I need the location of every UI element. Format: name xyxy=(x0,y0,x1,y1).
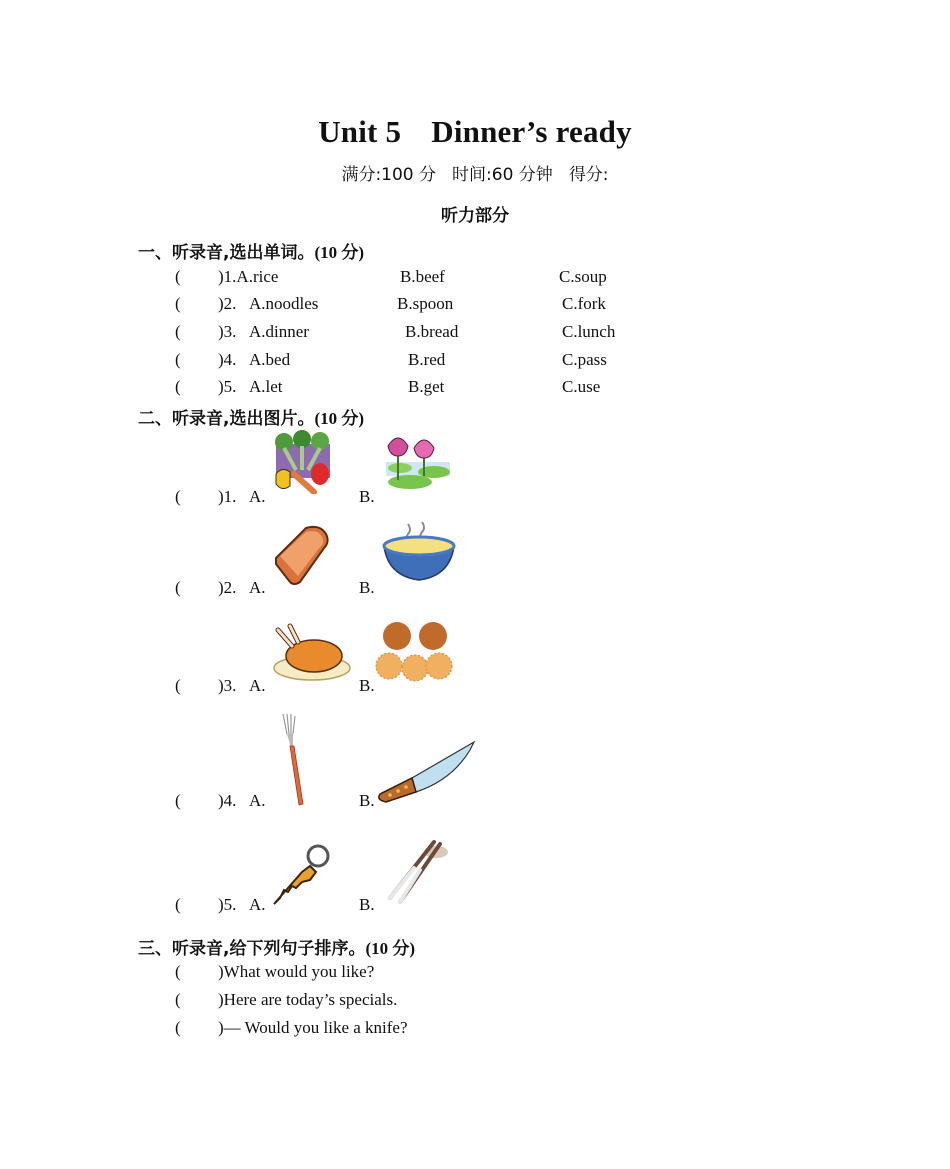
full-score: 满分:100 分 xyxy=(341,165,437,185)
fork-icon[interactable] xyxy=(275,712,315,808)
s1-q4-option-a: A.bed xyxy=(249,350,291,369)
s2-q4-label-b: B. xyxy=(359,791,375,810)
s1-q5-option-c: C.use xyxy=(562,377,601,396)
s1-q1-option-b: B.beef xyxy=(400,267,445,286)
s1-q1-option-a: A.rice xyxy=(236,267,279,286)
s1-q4-number: )4. xyxy=(218,350,237,369)
s2-q4-number: )4. xyxy=(218,791,237,810)
s2-q2-number: )2. xyxy=(218,578,237,597)
chopsticks-icon[interactable] xyxy=(380,838,452,904)
s1-q2-option-c: C.fork xyxy=(562,294,606,313)
bread-slice-icon[interactable] xyxy=(270,522,342,590)
listening-subheading: 听力部分 xyxy=(441,206,509,226)
s2-q1-label-a: A. xyxy=(249,487,266,506)
title-unit: Unit 5 xyxy=(318,114,402,149)
s3-s1-answer-paren[interactable]: ( xyxy=(175,962,181,981)
knife-icon[interactable] xyxy=(376,738,478,804)
s2-q1-answer-paren[interactable]: ( xyxy=(175,487,181,506)
s3-sentence-2: )Here are today’s specials. xyxy=(218,990,398,1009)
s3-s3-answer-paren[interactable]: ( xyxy=(175,1018,181,1037)
s2-q3-number: )3. xyxy=(218,676,237,695)
s2-q2-label-a: A. xyxy=(249,578,266,597)
title-name: Dinner’s ready xyxy=(431,114,632,149)
s1-q2-option-b: B.spoon xyxy=(397,294,454,313)
s1-q3-option-a: A.dinner xyxy=(249,322,309,341)
s1-q3-answer-paren[interactable]: ( xyxy=(175,322,181,341)
s3-sentence-1: )What would you like? xyxy=(218,962,375,981)
s1-q5-number: )5. xyxy=(218,377,237,396)
s2-q1-label-b: B. xyxy=(359,487,375,506)
section1-heading-text: 一、听录音,选出单词。 xyxy=(138,243,315,263)
s3-s2-answer-paren[interactable]: ( xyxy=(175,990,181,1009)
s2-q5-label-b: B. xyxy=(359,895,375,914)
s1-q4-answer-paren[interactable]: ( xyxy=(175,350,181,369)
section1-heading xyxy=(138,238,364,263)
keys-icon[interactable] xyxy=(266,842,332,910)
lotus-flowers-icon[interactable] xyxy=(380,432,454,492)
s2-q4-answer-paren[interactable]: ( xyxy=(175,791,181,810)
soup-bowl-icon[interactable] xyxy=(380,520,458,586)
s1-q3-number: )3. xyxy=(218,322,237,341)
s1-q1-answer-paren[interactable]: ( xyxy=(175,267,181,286)
s1-q2-answer-paren[interactable]: ( xyxy=(175,294,181,313)
s2-q5-number: )5. xyxy=(218,895,237,914)
time-limit: 时间:60 分钟 xyxy=(452,165,553,185)
section2-points: (10 分) xyxy=(314,409,365,428)
s1-q5-option-a: A.let xyxy=(249,377,283,396)
vegetables-icon[interactable] xyxy=(270,430,336,494)
s2-q5-answer-paren[interactable]: ( xyxy=(175,895,181,914)
s1-q3-option-c: C.lunch xyxy=(562,322,616,341)
cookies-icon[interactable] xyxy=(375,620,455,686)
s3-sentence-3: )— Would you like a knife? xyxy=(218,1018,408,1037)
s1-q1-option-c: C.soup xyxy=(559,267,607,286)
s2-q3-label-b: B. xyxy=(359,676,375,695)
s1-q2-number: )2. xyxy=(218,294,237,313)
s2-q4-label-a: A. xyxy=(249,791,266,810)
score-field: 得分: xyxy=(568,165,609,185)
exam-meta xyxy=(0,160,950,185)
roast-chicken-icon[interactable] xyxy=(270,620,352,684)
page-title xyxy=(0,114,950,150)
s1-q5-option-b: B.get xyxy=(408,377,445,396)
s1-q4-option-c: C.pass xyxy=(562,350,607,369)
s2-q3-label-a: A. xyxy=(249,676,266,695)
s2-q1-number: )1. xyxy=(218,487,237,506)
s2-q5-label-a: A. xyxy=(249,895,266,914)
s1-q3-option-b: B.bread xyxy=(405,322,459,341)
section2-heading-text: 二、听录音,选出图片。 xyxy=(138,409,315,429)
s2-q3-answer-paren[interactable]: ( xyxy=(175,676,181,695)
section3-points: (10 分) xyxy=(365,939,416,958)
s1-q5-answer-paren[interactable]: ( xyxy=(175,377,181,396)
section3-heading-text: 三、听录音,给下列句子排序。 xyxy=(138,939,366,959)
section2-heading xyxy=(138,404,364,429)
s2-q2-answer-paren[interactable]: ( xyxy=(175,578,181,597)
s1-q1-number: )1.A.rice xyxy=(218,267,279,286)
s1-q2-option-a: A.noodles xyxy=(249,294,319,313)
s2-q2-label-b: B. xyxy=(359,578,375,597)
s1-q4-option-b: B.red xyxy=(408,350,446,369)
section1-points: (10 分) xyxy=(314,243,365,262)
section3-heading xyxy=(138,934,415,959)
